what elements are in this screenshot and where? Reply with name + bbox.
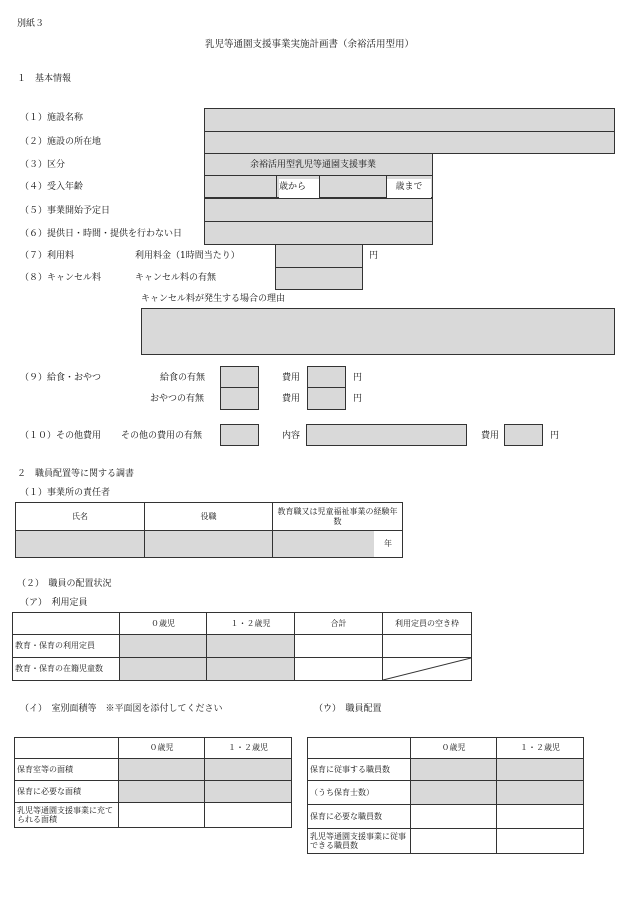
area-corner: [15, 738, 119, 759]
capacity-cell[interactable]: [120, 658, 207, 681]
area-cell[interactable]: [205, 803, 292, 828]
area-cell[interactable]: [205, 781, 292, 803]
snack-sublabel: おやつの有無: [150, 394, 205, 404]
manager-name-cell[interactable]: [16, 531, 145, 558]
document-title: 乳児等通園支援事業実施計画書（余裕活用型用）: [205, 39, 415, 50]
capacity-cell[interactable]: [207, 658, 295, 681]
other-fee-label: 費用: [481, 431, 500, 441]
age-to-input[interactable]: [319, 175, 387, 198]
staffing-row-label: 保育に必要な職員数: [308, 805, 411, 829]
area-cell[interactable]: [119, 759, 205, 781]
manager-col-position: 役職: [145, 503, 273, 531]
manager-heading: （１）事業所の責任者: [20, 488, 111, 498]
staffing-col-12: １・２歳児: [497, 738, 584, 759]
staffing-cell[interactable]: [497, 759, 584, 781]
age-range-label: （４）受入年齢: [20, 182, 84, 192]
other-content-field[interactable]: [306, 424, 467, 446]
capacity-col-total: 合計: [295, 613, 383, 635]
staffing-cell[interactable]: [497, 781, 584, 805]
other-fee-yen: 円: [550, 431, 560, 441]
meals-label: （９）給食・おやつ: [20, 373, 102, 383]
years-unit: 年: [384, 539, 392, 548]
area-col-0: ０歳児: [119, 738, 205, 759]
capacity-corner: [13, 613, 120, 635]
area-heading: （イ） 室別面積等 ※平面図を添付してください: [20, 704, 223, 714]
staffing-cell[interactable]: [411, 805, 497, 829]
facility-name-label: （１）施設名称: [20, 113, 84, 123]
staffing-row-label: 保育に従事する職員数: [308, 759, 411, 781]
other-cost-sublabel: その他の費用の有無: [121, 431, 203, 441]
facility-name-field[interactable]: [204, 108, 615, 132]
capacity-col-12: １・２歳児: [207, 613, 295, 635]
area-cell[interactable]: [119, 781, 205, 803]
staffing-heading: （ウ） 職員配置: [314, 704, 382, 714]
manager-table: [15, 502, 403, 558]
other-content-label: 内容: [282, 431, 301, 441]
start-date-field[interactable]: [204, 198, 433, 222]
snack-yen: 円: [353, 394, 363, 404]
service-days-field[interactable]: [204, 221, 433, 245]
attachment-label: 別紙３: [17, 19, 45, 29]
facility-address-label: （２）施設の所在地: [20, 137, 102, 147]
capacity-heading: （ア） 利用定員: [20, 598, 88, 608]
capacity-col-vacancy: 利用定員の空き枠: [383, 613, 472, 635]
area-row-label: 乳児等通園支援事業に充てられる面積: [15, 803, 119, 828]
meal-cost-label: 費用: [282, 373, 301, 383]
snack-cost-label: 費用: [282, 394, 301, 404]
capacity-col-0: ０歳児: [120, 613, 207, 635]
fee-label: （７）利用料: [20, 251, 75, 261]
age-from-input[interactable]: [204, 175, 277, 198]
meal-yen: 円: [353, 373, 363, 383]
snack-cost-field[interactable]: [307, 387, 346, 410]
area-row-label: 保育に必要な面積: [15, 781, 119, 803]
fee-yen: 円: [369, 251, 379, 261]
manager-position-cell[interactable]: [145, 531, 273, 558]
age-to-label: 歳まで: [387, 179, 431, 198]
category-field: [204, 153, 433, 176]
snack-field[interactable]: [220, 387, 259, 410]
staffing-row-label: 乳児等通園支援事業に従事できる職員数: [308, 829, 411, 854]
staffing-cell[interactable]: [497, 805, 584, 829]
other-cost-field[interactable]: [220, 424, 259, 446]
staff-heading: （２） 職員の配置状況: [17, 579, 112, 589]
area-row-label: 保育室等の面積: [15, 759, 119, 781]
capacity-cell[interactable]: [120, 635, 207, 658]
area-table: [14, 737, 292, 828]
manager-col-experience: 教育職又は児童福祉事業の経験年数: [273, 503, 403, 531]
staffing-corner: [308, 738, 411, 759]
meal-sublabel: 給食の有無: [160, 373, 206, 383]
staffing-cell[interactable]: [497, 829, 584, 854]
category-value: 余裕活用型乳児等通園支援事業: [250, 160, 377, 170]
cancel-field[interactable]: [275, 267, 363, 290]
other-cost-label: （１０）その他費用: [20, 431, 102, 441]
area-cell[interactable]: [119, 803, 205, 828]
capacity-cell[interactable]: [295, 635, 383, 658]
meal-cost-field[interactable]: [307, 366, 346, 388]
staffing-row-label: （うち保育士数）: [308, 781, 411, 805]
staffing-col-0: ０歳児: [411, 738, 497, 759]
service-days-label: （６）提供日・時間・提供を行わない日: [20, 229, 183, 239]
capacity-table: [12, 612, 472, 681]
area-cell[interactable]: [205, 759, 292, 781]
age-from-label: 歳から: [279, 179, 319, 198]
cancel-reason-field[interactable]: [141, 308, 615, 355]
cancel-sublabel: キャンセル料の有無: [135, 273, 217, 283]
start-date-label: （５）事業開始予定日: [20, 206, 111, 216]
manager-experience-cell[interactable]: [273, 531, 403, 558]
cancel-reason-label: キャンセル料が発生する場合の理由: [141, 294, 286, 304]
other-fee-field[interactable]: [504, 424, 543, 446]
capacity-diagonal-cell: [383, 658, 472, 681]
meal-field[interactable]: [220, 366, 259, 388]
cancel-label: （８）キャンセル料: [20, 273, 102, 283]
capacity-cell[interactable]: [295, 658, 383, 681]
age-range-field: [204, 175, 433, 198]
area-col-12: １・２歳児: [205, 738, 292, 759]
fee-sublabel: 利用料金（1時間当たり）: [135, 251, 240, 261]
capacity-cell[interactable]: [383, 635, 472, 658]
capacity-row-label: 教育・保育の利用定員: [13, 635, 120, 658]
staffing-table: [307, 737, 584, 854]
capacity-row-label: 教育・保育の在籍児童数: [13, 658, 120, 681]
staffing-cell[interactable]: [411, 781, 497, 805]
section2-heading: ２ 職員配置等に関する調書: [17, 469, 135, 479]
staffing-cell[interactable]: [411, 829, 497, 854]
category-label: （３）区分: [20, 160, 66, 170]
fee-field[interactable]: [275, 244, 363, 268]
diagonal-line: [383, 658, 471, 680]
section1-heading: １ 基本情報: [17, 74, 72, 84]
manager-col-name: 氏名: [16, 503, 145, 531]
facility-address-field[interactable]: [204, 131, 615, 154]
staffing-cell[interactable]: [411, 759, 497, 781]
capacity-cell[interactable]: [207, 635, 295, 658]
